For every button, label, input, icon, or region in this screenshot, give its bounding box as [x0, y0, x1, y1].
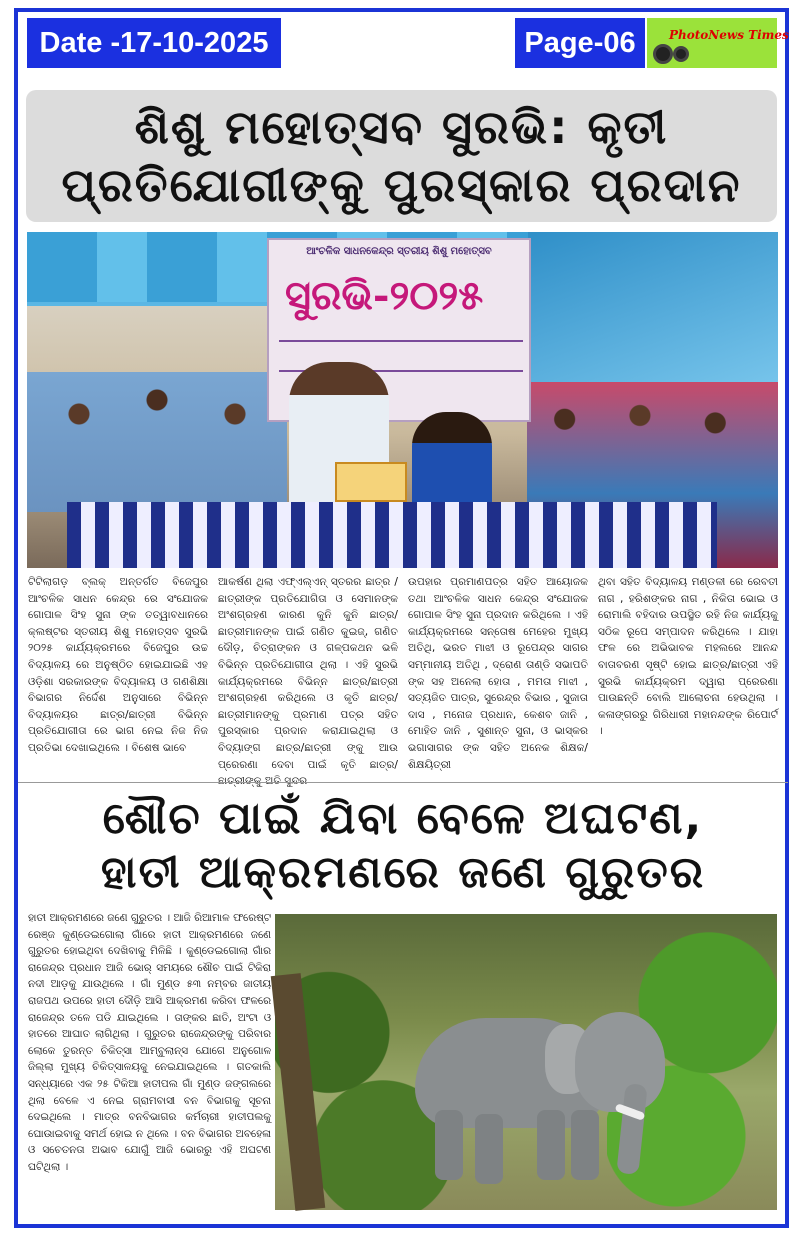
article-column: [598, 574, 778, 776]
article-column: [408, 574, 588, 776]
film-reel-icon: [673, 46, 689, 62]
film-reel-icon: [653, 44, 673, 64]
elephant-leg: [475, 1114, 503, 1184]
paragraph: ଉପହାର ପ୍ରମାଣପତ୍ର ସହିତ ଆୟୋଜକ ତଥା ଆଂଚଳିକ ସାଧନ କେନ୍ଦ୍ର ସଂଯୋଜକ ଗୋପାଳ ସିଂହ ସୁନା ପ୍ରଦାନ କରିଥିଲେ । ଏହି କାର୍ଯ୍ୟକ୍ରମରେ ସନ୍ତୋଷ ମେହେର ମୁଖ୍ୟ ଅତିଥି, ଭରତ ମାଝୀ ଓ ରୂପେନ୍ଦ୍ର ସାଗର ସମ୍ମାନୀୟ ଅତିଥି , ଦ୍ରୋଣ ତାଣ୍ଡି ସଭାପତି ଙ୍କ ସହ ଅନେଲା ହୋତା , ମମତା ମାଝୀ , ସତ୍ୟଜିତ ପାତ୍ର, ସୁରେନ୍ଦ୍ର ବିଭାର , ସୁଜାତା ଦାସ , ମନୋଜ ପ୍ରଧାନ, କେଶବ ଜାନି , ମୋହିତ ଜାନି , ସୁଶାନ୍ତ ସୁନା, ଓ ଭାସ୍କର ଭଗାସାଗର ଙ୍କ ସହିତ ଅନେକ ଶିକ୍ଷକ/ଶିକ୍ଷୟିତ୍ରୀ: [408, 576, 588, 771]
table-cloth: [67, 502, 717, 568]
banner-heading: ଆଂଚଳିକ ସାଧନକେନ୍ଦ୍ର ସ୍ତରୀୟ ଶିଶୁ ମହୋତ୍ସବ: [306, 246, 492, 257]
headline-elephant: [28, 788, 778, 904]
article-column: [28, 574, 208, 776]
banner-rule: [279, 340, 523, 342]
section-divider: [18, 782, 788, 783]
elephant-leg: [537, 1110, 565, 1180]
article-elephant: [28, 910, 271, 1216]
elephant-head: [575, 1012, 665, 1112]
elephant-photo: [275, 914, 777, 1210]
article-surabhi: [28, 574, 778, 776]
banner-title: ସୁରଭି-୨୦୨୫: [285, 272, 484, 319]
certificate: [335, 462, 407, 502]
newspaper-logo: [647, 18, 789, 68]
tent-canopy: [528, 232, 778, 392]
headline-line: ପ୍ରତିଯୋଗୀଙ୍କୁ ପୁରସ୍କାର ପ୍ରଦାନ: [61, 158, 742, 212]
paragraph: ଆକର୍ଷଣ ଥିଲା ଏଫ୍‌ଏଲ୍‌ଏନ୍ ସ୍ତରର ଛାତ୍ର / ଛାତ୍ରୀଙ୍କ ପ୍ରତିଯୋଗିତା ଓ ସେମାନଙ୍କ ଅଂଶଗ୍ରହଣ କାରଣ କୁନି କୁନି ଛାତ୍ର/ ଛାତ୍ରୀମାନଙ୍କ ପାଇଁ ଗଣିତ କୁଇଜ୍, ଗଣିତ ଦୌଡ଼, ଚିତ୍ରାଙ୍କନ ଓ ଗଳ୍ପକଥନ ଭଳି ବିଭିନ୍ନ ପ୍ରତିଯୋଗୀତା ଥିଲା । ଏହି ସୁରଭି କାର୍ଯ୍ୟକ୍ରମରେ ବିଭିନ୍ନ ଛାତ୍ର/ଛାତ୍ରୀ ଅଂଶଗ୍ରହଣ କରିଥିଲେ ଓ କୃତି ଛାତ୍ର/ଛାତ୍ରୀମାନଙ୍କୁ ପ୍ରମାଣ ପତ୍ର ସହିତ ପୁରସ୍କାର ପ୍ରଦାନ କରାଯାଇଥିଲା ଓ ବିଦ୍ୟାଙ୍ଗ ଛାତ୍ର/ଛାତ୍ରୀ ଙ୍କୁ ଆଉ ପ୍ରେରଣା ଦେବା ପାଇଁ କୃତି ଛାତ୍ର/: [218, 576, 398, 771]
audience-left: [27, 372, 287, 512]
elephant-leg: [571, 1110, 599, 1180]
headline-line: ହାତୀ ଆକ୍ରମଣରେ ଜଣେ ଗୁରୁତର: [100, 847, 706, 898]
headline-line: ଶିଶୁ ମହୋତ୍ସବ ସୁରଭି: କୃତୀ: [134, 100, 669, 154]
paragraph: ଥିବା ସହିତ ବିଦ୍ୟାଳୟ ମଣ୍ଡଳୀ ରେ ରେବତୀ ନାଗ , ହରିଶଙ୍କର ନାଗ , ନିକିତା ଭୋଇ ଓ ରୋମାଲି ବହିଦାର ଉପସ୍ଥିତ ରହି ନିଜ କାର୍ଯ୍ୟକୁ ସଠିକ ରୂପେ ସମ୍ପାଦନ କରିଥିଲେ । ଯାହା ଫଳ ରେ ଅଭିଭାବକ ମହଲରେ ଆନନ୍ଦ ବାତାବରଣ ସୃଷ୍ଟି ହୋଇ ଛାତ୍ର/ଛାତ୍ରୀ ଏହି ସୁରଭି କାର୍ଯ୍ୟକ୍ରମ ଦ୍ୱାରା ପ୍ରେରଣା ପାଉଛନ୍ତି ବୋଲି ଆଲୋଚନା ହେଉଥିଲା । କଳାଙ୍ଗରରୁ ଗିରିଧାରୀ ମହାନନ୍ଦଙ୍କ ରିପୋର୍ଟ ।: [598, 576, 778, 738]
date-label: Date -17-10-2025: [27, 18, 281, 68]
elephant-leg: [435, 1110, 463, 1180]
award-ceremony-photo: [27, 232, 778, 568]
article-column: [218, 574, 398, 776]
logo-text: PhotoNews Times: [669, 28, 789, 42]
paragraph: ଟିଟିଲାଗଡ଼ ବ୍ଲକ୍ ଅନ୍ତର୍ଗତ ବିଜେପୁର ଆଂଚଳିକ ସାଧନ କେନ୍ଦ୍ର ରେ ସଂଯୋଜକ ଗୋପାଳ ସିଂହ ସୁନା ଙ୍କ ତତ୍ୱାବଧାନରେ କ୍ଲଷ୍ଟର ସ୍ତରୀୟ ଶିଶୁ ମହୋତ୍ସବ ସୁରଭି ୨୦୨୫ କାର୍ଯ୍ୟକ୍ରମରେ ବିଜେପୁର ଉଚ୍ଚ ବିଦ୍ୟାଳୟ ରେ ଅନୁଷ୍ଠିତ ହୋଇଯାଇଛି ଏହ ଓଡ଼ିଶା ସରକାରଙ୍କ ବିଦ୍ୟାଳୟ ଓ ଗଣଶିକ୍ଷା ବିଭାଗର ନିର୍ଦ୍ଦେଶ ଅନୁସାରେ ବିଭିନ୍ନ ବିଦ୍ୟାଳୟର ଛାତ୍ର/ଛାତ୍ରୀ ବିଭିନ୍ନ ପ୍ରତିଯୋଗୀତା ରେ ଭାଗ ନେଇ ନିଜ ନିଜ ପ୍ରତିଭା ଦେଖାଇଥିଲେ । ବିଶେଷ ଭାବେ: [28, 576, 208, 754]
page-number: Page-06: [515, 18, 645, 68]
headline-surabhi: [26, 90, 777, 222]
paragraph: ହାତୀ ଆକ୍ରମଣରେ ଜଣେ ଗୁରୁତର । ଆଜି ରିଆମାଳ ଫରେଷ୍ଟ ରେଞ୍ଜ କୁଣ୍ଡେଇଗୋଲା ଗାଁରେ ହାତୀ ଆକ୍ରମଣରେ ଜଣେ ଗୁରୁତର ହୋଇଥିବା ଦେଖିବାକୁ ମିଳିଛି । କୁଣ୍ଡେଇଗୋଲା ଗାଁର ରାଜେନ୍ଦ୍ର ପ୍ରଧାନ ଆଜି ଭୋର୍ ସମୟରେ ଶୌଚ ପାଇଁ ଟିକିରା ନଦୀ ଆଡ଼କୁ ଯାଉଥିଲେ । ଗାଁ ମୁଣ୍ଡ ୫୩ ନମ୍ବର ଜାତୀୟ ରାଜପଥ ଉପରେ ହାତୀ ଦୌଡ଼ି ଆସି ଆକ୍ରମଣ କରିବା ଫଳରେ ରାଜେନ୍ଦ୍ର ତଳେ ପଡି ଯାଇଥିଲେ । ତାଙ୍କର ଛାତି, ଅଂଟା ଓ ହାତରେ ଆଘାତ ଲାଗିଥିଲା । ଗୁରୁତର ରାଜେନ୍ଦ୍ରଙ୍କୁ ପରିବାର ଲୋକେ ତୁରନ୍ତ ଚିକିତ୍ସା ଆମ୍ବୁଲାନ୍ସ ଯୋଗେ ଅନୁଗୋଳ ଜିଲ୍ଲା ମୁଖ୍ୟ ଚିକିତ୍ସାଳୟକୁ ନେଇଯାଇଥିଲେ । ଗତକାଲି ସନ୍ଧ୍ୟାରେ ଏକ ୨୫ ଟିକିଆ ହାତୀପଲ ଗାଁ ମୁଣ୍ଡ ଜଙ୍ଗଲରେ ଥିଲା ବେଳେ ଏ ନେଇ ଗ୍ରାମବାସୀ ବନ ବିଭାଗକୁ ସୂଚନା ଦେଇଥିଲେ । ମାତ୍ର ବନବିଭାଗର କର୍ମଚାରୀ ହାତୀପଲକୁ ଘୋଉାଇବାକୁ ସମର୍ଥ ହୋଇ ନ ଥିଲେ । ବନ ବିଭାଗର ଅବହେଳା ଓ ସଚେତନତା ଅଭାବ ଯୋଗୁଁ ଆଜି ଭୋରରୁ ଏହି ଅଘଟଣ ଘଟିଥିଲା ।: [28, 912, 271, 1173]
headline-line: ଶୌଚ ପାଇଁ ଯିବା ବେଳେ ଅଘଟଣ,: [102, 793, 704, 844]
